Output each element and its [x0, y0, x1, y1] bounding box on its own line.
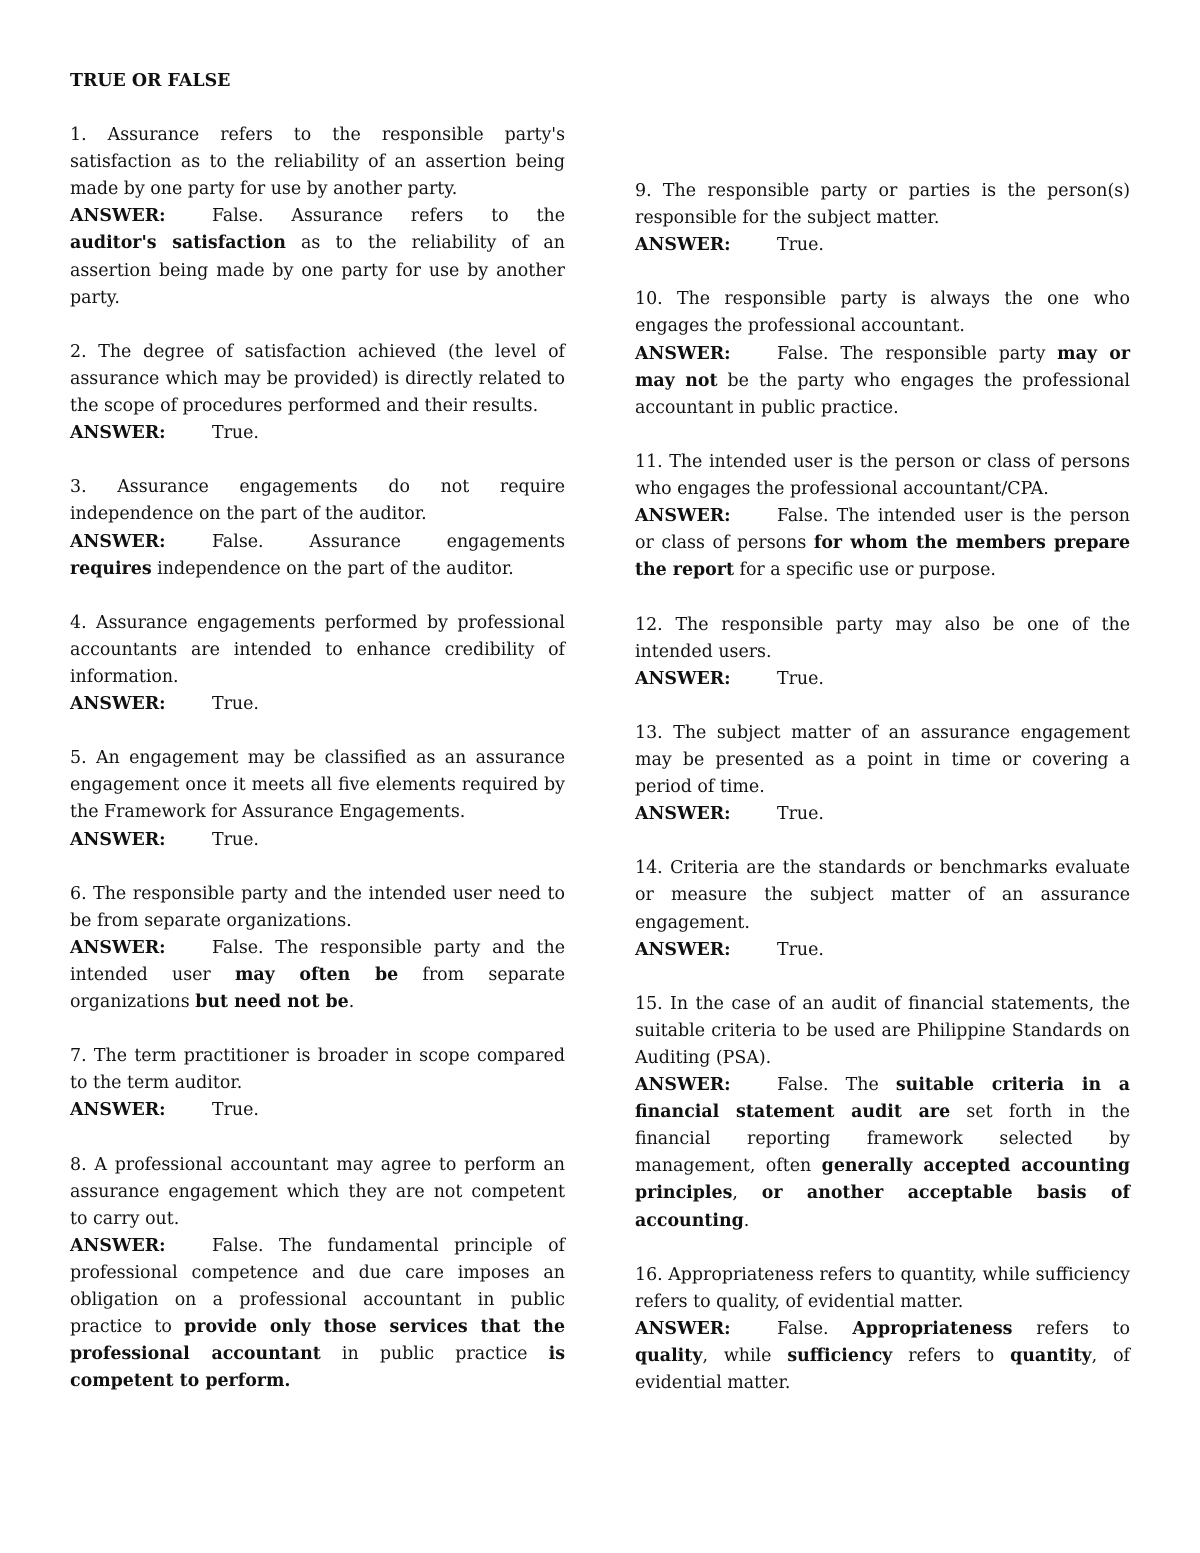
answer-label: ANSWER: [70, 829, 166, 850]
answer-text [635, 341, 1130, 422]
answer-text [70, 529, 565, 583]
answer-text [635, 666, 1130, 693]
answer-segment: False. Assurance engagements [212, 531, 565, 552]
answer-emphasis: may or may not [635, 343, 1131, 391]
question-item [635, 286, 1130, 421]
answer-segment: from separate organizations [70, 965, 566, 1013]
answer-label: ANSWER: [70, 1100, 166, 1121]
answer-segment: False. The fundamental principle of professional competence and due care imposes an obligation on a professional accountant in public practice to [70, 1235, 565, 1338]
question-text: 11. The intended user is the person or class of persons who engages the professional accountant/CPA. [635, 451, 1130, 500]
answer-emphasis: provide only those services that the professional accountant [70, 1317, 566, 1365]
answer-text [70, 935, 565, 1016]
question-text: 9. The responsible party or parties is the person(s) responsible for the subject matter. [635, 181, 1130, 229]
answer-label: ANSWER: [70, 694, 166, 715]
answer-text [70, 1097, 565, 1124]
answer-label: ANSWER: [635, 1075, 731, 1096]
answer-emphasis: auditor's satisfaction [70, 233, 286, 254]
answer-segment: False. The intended user is the person or class of persons [635, 506, 1130, 554]
question-item [635, 612, 1130, 693]
left-column [70, 68, 565, 1423]
answer-label: ANSWER: [635, 668, 731, 689]
answer-segment: False. The responsible party and the intended user [70, 937, 565, 985]
answer-segment: , of evidential matter. [635, 1346, 1130, 1394]
answer-segment: False. [777, 1318, 853, 1339]
question-text: 5. An engagement may be classified as an assurance engagement once it meets all five elements required by the Framework for Assurance Engagements. [70, 748, 565, 823]
question-item [70, 610, 565, 718]
answer-segment: , while [702, 1346, 788, 1367]
answer-text [70, 827, 565, 854]
answer-segment: True. [212, 1100, 259, 1121]
answer-segment: True. [777, 668, 824, 689]
question-item [70, 339, 565, 447]
question-item [70, 1152, 565, 1396]
answer-segment: True. [777, 235, 824, 256]
question-text: 10. The responsible party is always the one who engages the professional accountant. [635, 289, 1130, 337]
answer-emphasis: quantity [1010, 1346, 1092, 1367]
answer-text [635, 937, 1130, 964]
question-item [635, 178, 1130, 259]
answer-text [70, 1233, 565, 1396]
answer-segment: . [743, 1210, 750, 1231]
answer-label: ANSWER: [70, 423, 166, 444]
answer-label: ANSWER: [635, 1318, 731, 1339]
answer-label: ANSWER: [635, 343, 731, 364]
question-text: 2. The degree of satisfaction achieved (the level of assurance which may be provided) is directly related to the scope of procedures performed and their results. [70, 341, 565, 417]
answer-emphasis: or another acceptable basis of accounting [635, 1183, 1130, 1231]
answer-text [635, 801, 1130, 828]
question-item [635, 855, 1130, 963]
answer-segment: True. [212, 423, 259, 444]
question-text: 4. Assurance engagements performed by professional accountants are intended to enhance credibility of information. [70, 612, 565, 687]
question-item [635, 991, 1130, 1235]
question-text: 6. The responsible party and the intended user need to be from separate organizations. [70, 883, 565, 931]
question-item [635, 720, 1130, 828]
answer-text [635, 503, 1130, 584]
answer-emphasis: sufficiency [787, 1346, 893, 1367]
answer-segment: . [348, 992, 355, 1013]
answer-emphasis: generally accepted accounting principles [635, 1156, 1131, 1204]
answer-text [635, 232, 1130, 259]
answer-emphasis: suitable criteria in a financial statement audit are [635, 1075, 1130, 1123]
answer-label: ANSWER: [635, 804, 731, 825]
answer-label: ANSWER: [635, 939, 731, 960]
answer-text [70, 420, 565, 447]
answer-segment: True. [212, 694, 259, 715]
answer-segment: independence on the part of the auditor. [151, 558, 514, 579]
answer-segment: be the party who engages the professional accountant in public practice. [635, 370, 1130, 418]
answer-emphasis: for whom the members prepare the report [635, 533, 1131, 581]
answer-segment: as to the reliability of an assertion being made by one party for use by another party. [70, 233, 565, 308]
question-item [70, 1043, 565, 1124]
answer-emphasis: is competent to perform. [70, 1344, 565, 1392]
answer-label: ANSWER: [70, 531, 166, 552]
answer-emphasis: quality [635, 1346, 703, 1367]
answer-label: ANSWER: [635, 506, 731, 527]
answer-label: ANSWER: [635, 235, 731, 256]
answer-label: ANSWER: [70, 937, 166, 958]
question-item [70, 745, 565, 853]
answer-text [635, 1316, 1130, 1397]
answer-segment: refers to [892, 1346, 1011, 1367]
question-text: 7. The term practitioner is broader in scope compared to the term auditor. [70, 1046, 565, 1094]
question-text: 13. The subject matter of an assurance engagement may be presented as a point in time or covering a period of time. [635, 722, 1130, 798]
answer-segment: in public practice [320, 1344, 549, 1365]
answer-segment: False. The [777, 1075, 896, 1096]
question-text: 15. In the case of an audit of financial statements, the suitable criteria to be used are Philippine Standards on Auditing (PSA). [635, 993, 1130, 1068]
answer-segment: for a specific use or purpose. [733, 560, 996, 581]
answer-segment: True. [212, 829, 259, 850]
answer-text [70, 203, 565, 311]
answer-label: ANSWER: [70, 1235, 166, 1256]
question-item [70, 122, 565, 312]
answer-segment: refers to [1012, 1318, 1130, 1339]
question-item [70, 881, 565, 1016]
answer-emphasis: but need not be [195, 992, 349, 1013]
question-text: 16. Appropriateness refers to quantity, while sufficiency refers to quality, of evidential matter. [635, 1264, 1130, 1312]
left-items [70, 122, 565, 1395]
answer-emphasis: may often be [234, 965, 399, 985]
answer-emphasis: requires [70, 558, 152, 579]
question-text: 3. Assurance engagements do not require independence on the part of the auditor. [70, 477, 565, 525]
question-item [635, 449, 1130, 584]
question-item [635, 1262, 1130, 1397]
answer-emphasis: Appropriateness [852, 1318, 1013, 1339]
question-text: 8. A professional accountant may agree to perform an assurance engagement which they are not competent to carry out. [70, 1154, 565, 1229]
question-text: 14. Criteria are the standards or benchmarks evaluate or measure the subject matter of an assurance engagement. [635, 858, 1130, 933]
answer-segment: , [732, 1183, 762, 1204]
answer-label: ANSWER: [70, 206, 166, 227]
question-text: 1. Assurance refers to the responsible party's satisfaction as to the reliability of an assertion being made by one party for use by another party. [70, 125, 565, 200]
answer-text [635, 1072, 1130, 1235]
question-text: 12. The responsible party may also be one of the intended users. [635, 614, 1130, 662]
answer-text [70, 691, 565, 718]
answer-segment: set forth in the financial reporting framework selected by management, often [635, 1102, 1130, 1177]
question-item [70, 474, 565, 582]
right-column [635, 178, 1130, 1424]
answer-segment: True. [777, 804, 824, 825]
page-title: TRUE OR FALSE [70, 71, 231, 91]
answer-segment: False. The responsible party [777, 343, 1058, 364]
answer-segment: False. Assurance refers to the [212, 206, 565, 227]
answer-segment: True. [777, 939, 824, 960]
right-items [635, 178, 1130, 1397]
